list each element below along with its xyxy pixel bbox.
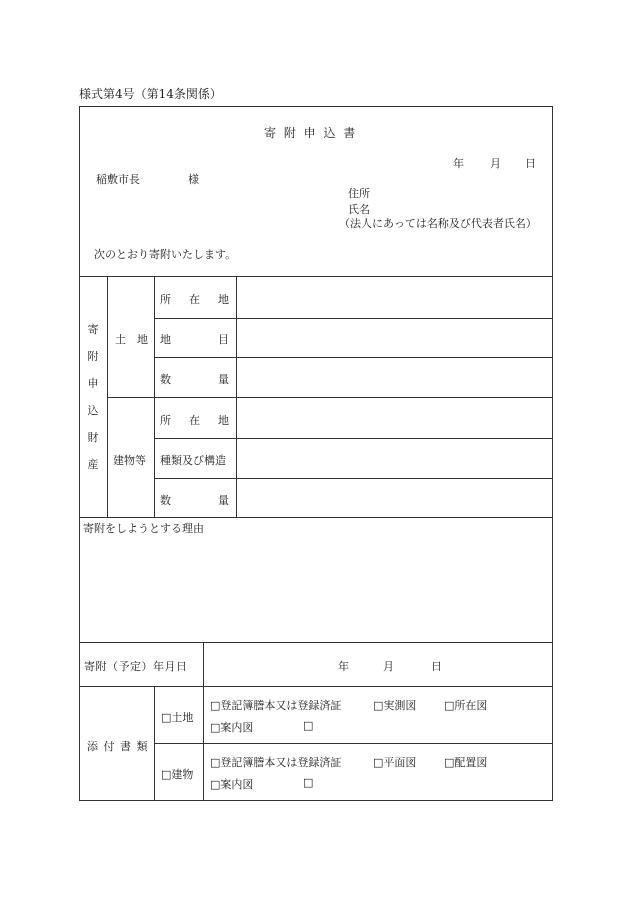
checkbox-registry-copy[interactable]: □登記簿謄本又は登録済証 <box>210 756 342 769</box>
building-label: 建物等 <box>113 454 146 467</box>
property-label-char: 産 <box>87 458 99 471</box>
label-char: 所 <box>160 414 171 427</box>
divider <box>236 276 237 517</box>
property-label-char: 附 <box>87 350 99 363</box>
label-char: 地 <box>160 333 171 346</box>
divider <box>154 276 155 517</box>
label-char: 数 <box>160 373 171 386</box>
land-label: 土 地 <box>115 333 148 346</box>
attachments-label: 添 付 書 類 <box>87 740 149 753</box>
applicant-address-label: 住所 <box>348 187 370 200</box>
scheduled-month-label: 月 <box>383 660 394 673</box>
land-attachment-checkbox[interactable]: □土地 <box>161 711 194 724</box>
form-title: 寄 附 申 込 書 <box>264 126 358 140</box>
checkbox-location-map[interactable]: □所在図 <box>444 699 488 712</box>
checkbox-survey-map[interactable]: □実測図 <box>373 699 417 712</box>
reason-label: 寄附をしようとする理由 <box>83 522 204 535</box>
scheduled-day-label: 日 <box>431 660 442 673</box>
divider <box>79 517 553 518</box>
scheduled-year-label: 年 <box>338 660 349 673</box>
land-quantity-field[interactable] <box>238 360 550 394</box>
label-char: 目 <box>218 333 229 346</box>
divider <box>154 438 553 439</box>
divider <box>154 743 553 744</box>
label-char: 量 <box>218 494 229 507</box>
divider <box>154 357 553 358</box>
applicant-name-field[interactable] <box>380 198 545 214</box>
divider <box>79 642 553 643</box>
label-char: 地 <box>218 414 229 427</box>
checkbox-floor-plan[interactable]: □平面図 <box>373 756 417 769</box>
date-year-label: 年 <box>453 157 464 170</box>
land-location-field[interactable] <box>238 281 550 315</box>
divider <box>79 276 553 277</box>
date-day-label: 日 <box>525 157 536 170</box>
divider <box>154 478 553 479</box>
label-char: 所 <box>160 293 171 306</box>
divider <box>203 686 204 801</box>
reason-field[interactable] <box>82 536 550 638</box>
form-number: 様式第4号（第14条関係） <box>79 87 222 101</box>
divider <box>107 276 108 517</box>
scheduled-date-label: 寄附（予定）年月日 <box>84 660 188 673</box>
intro-text: 次のとおり寄附いたします。 <box>94 248 237 261</box>
divider <box>203 642 204 686</box>
divider <box>154 318 553 319</box>
label-char: 在 <box>189 293 200 306</box>
checkbox-guide-map[interactable]: □案内図 <box>210 778 254 791</box>
addressee-honorific: 様 <box>188 173 199 186</box>
checkbox-site-plan[interactable]: □配置図 <box>444 756 488 769</box>
building-location-field[interactable] <box>238 401 550 435</box>
land-category-field[interactable] <box>238 321 550 354</box>
label-char: 量 <box>218 373 229 386</box>
property-label-char: 申 <box>87 377 99 390</box>
property-label-char: 財 <box>87 431 99 444</box>
building-attachment-checkbox[interactable]: □建物 <box>161 768 194 781</box>
label-char: 在 <box>189 414 200 427</box>
applicant-name-label: 氏名 <box>348 203 370 216</box>
checkbox-other[interactable]: □ <box>303 719 314 732</box>
applicant-note: （法人にあっては名称及び代表者氏名） <box>339 217 537 230</box>
checkbox-registry-copy[interactable]: □登記簿謄本又は登録済証 <box>210 699 342 712</box>
divider <box>107 397 553 398</box>
building-structure-label: 種類及び構造 <box>160 454 226 467</box>
label-char: 地 <box>218 293 229 306</box>
property-label-char: 込 <box>87 404 99 417</box>
building-structure-field[interactable] <box>238 441 550 475</box>
checkbox-guide-map[interactable]: □案内図 <box>210 721 254 734</box>
divider <box>154 686 155 801</box>
checkbox-other[interactable]: □ <box>303 776 314 789</box>
property-label-char: 寄 <box>87 323 99 336</box>
addressee-name: 稲敷市長 <box>96 173 140 186</box>
date-month-label: 月 <box>490 157 501 170</box>
divider <box>79 686 553 687</box>
label-char: 数 <box>160 494 171 507</box>
building-quantity-field[interactable] <box>238 481 550 515</box>
